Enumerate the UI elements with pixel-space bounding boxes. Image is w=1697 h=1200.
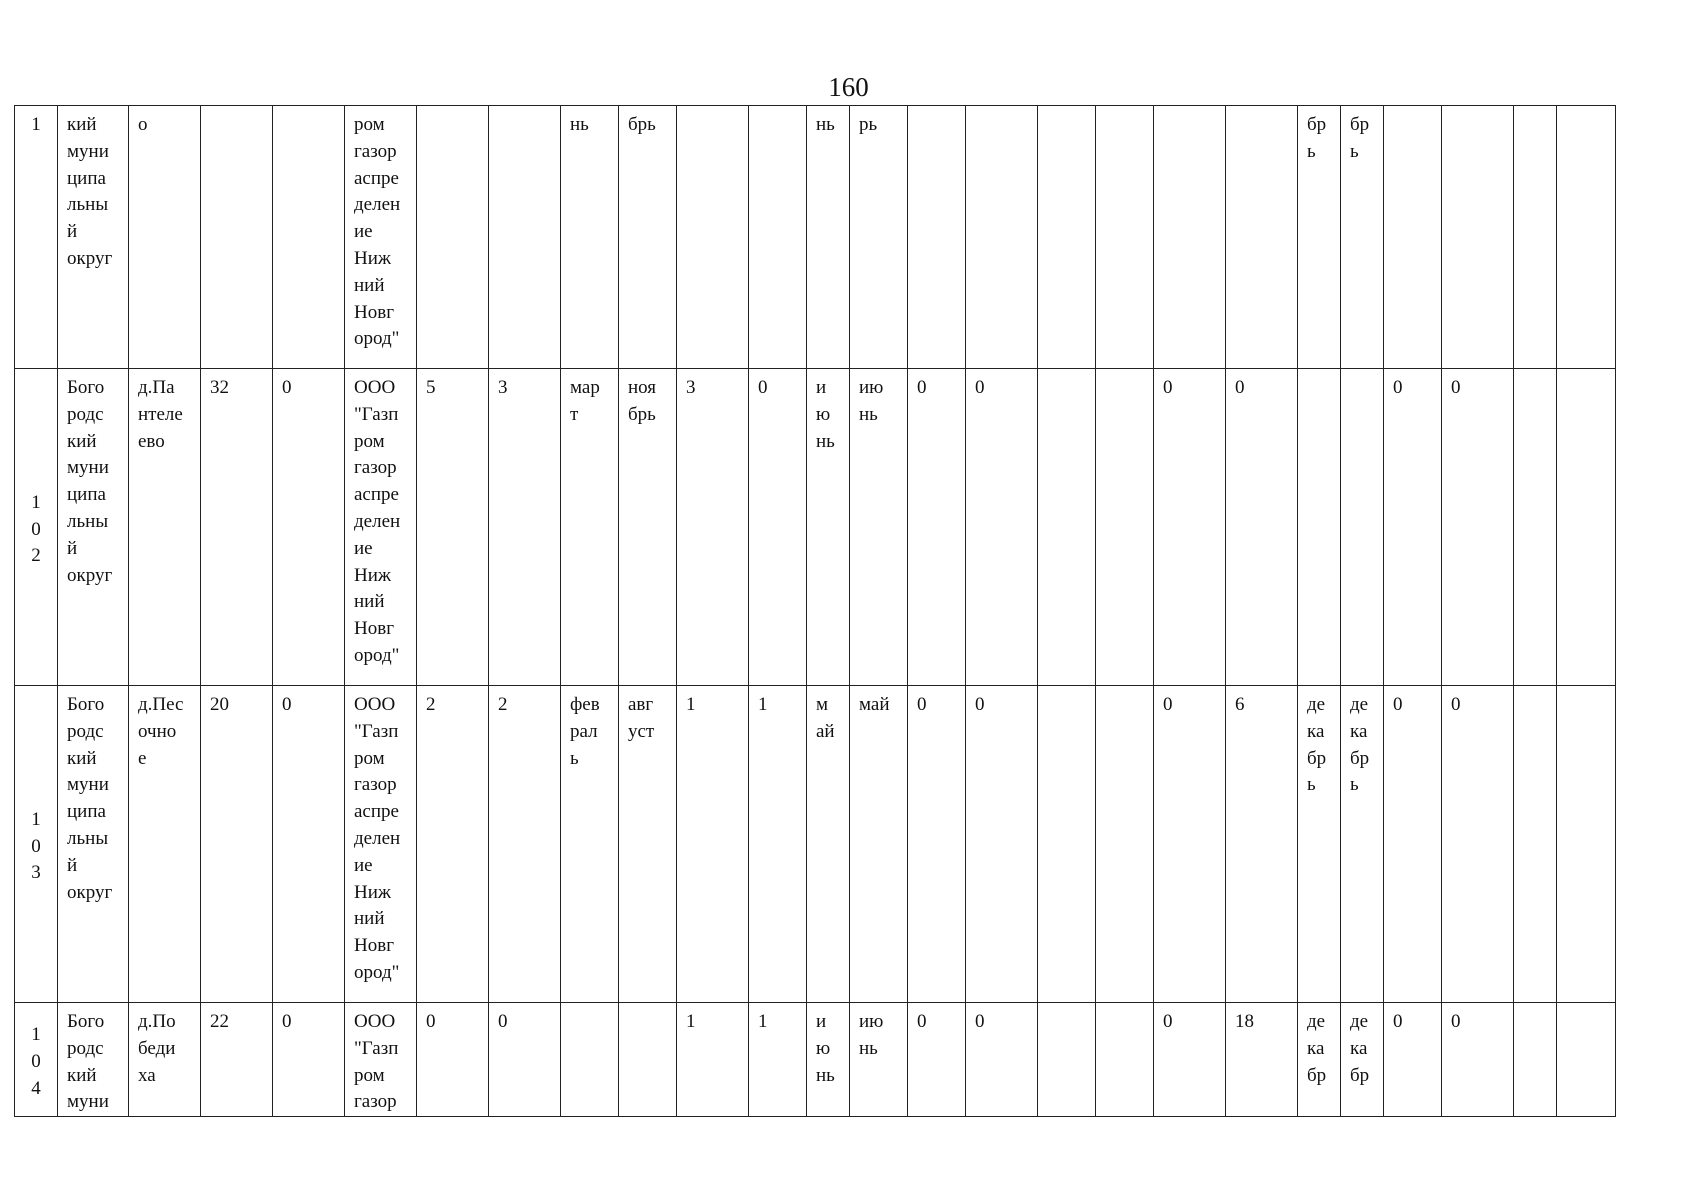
- cell-text: авг уст: [628, 694, 655, 742]
- table-cell: [1096, 369, 1154, 686]
- table-cell: [619, 1003, 677, 1117]
- table-cell: [850, 106, 908, 369]
- table-cell: [1154, 106, 1226, 369]
- cell-text: 3: [498, 377, 508, 398]
- table-cell: [489, 686, 561, 1003]
- cell-text: д.Па нтеле ево: [138, 377, 183, 452]
- cell-text: 0: [1451, 377, 1461, 398]
- table-cell: [908, 369, 966, 686]
- table-cell: [1038, 1003, 1096, 1117]
- table-cell: [561, 369, 619, 686]
- cell-text: 20: [210, 694, 229, 715]
- table-cell: [345, 1003, 417, 1117]
- table-cell: [489, 106, 561, 369]
- cell-text: 0: [975, 694, 985, 715]
- cell-text: 0: [1163, 1011, 1173, 1032]
- table-cell: [417, 106, 489, 369]
- table-cell: [1038, 686, 1096, 1003]
- table-cell: [345, 686, 417, 1003]
- table-cell: [201, 686, 273, 1003]
- table-cell: [749, 369, 807, 686]
- cell-text: 1: [758, 1011, 768, 1032]
- cell-text: 1: [758, 694, 768, 715]
- cell-text: 0: [1163, 694, 1173, 715]
- cell-text: май: [859, 694, 890, 715]
- table-cell: [273, 1003, 345, 1117]
- table-cell: [58, 106, 129, 369]
- table-cell: [619, 686, 677, 1003]
- table-cell: [677, 686, 749, 1003]
- cell-text: 0: [282, 694, 292, 715]
- cell-text: 5: [426, 377, 436, 398]
- table-cell: [1298, 1003, 1341, 1117]
- cell-text: м ай: [816, 694, 835, 742]
- table-cell: [129, 369, 201, 686]
- table-cell: [677, 106, 749, 369]
- table-cell: [850, 686, 908, 1003]
- cell-text: ООО "Газп ром газор аспре делен ие Ниж ний Новг ород": [354, 694, 401, 983]
- table-cell: [129, 106, 201, 369]
- table-cell: [749, 106, 807, 369]
- table-cell: [807, 106, 850, 369]
- cell-text: и ю нь: [816, 1011, 835, 1086]
- cell-text: де ка бр ь: [1307, 694, 1327, 796]
- cell-text: 0: [917, 1011, 927, 1032]
- table-cell: [1442, 686, 1514, 1003]
- table-cell: [966, 1003, 1038, 1117]
- row-number: 1: [31, 114, 41, 135]
- table-cell: [1384, 106, 1442, 369]
- cell-text: нь: [570, 114, 589, 135]
- table-cell: [1096, 1003, 1154, 1117]
- table-cell: [850, 1003, 908, 1117]
- table-row: [15, 369, 1616, 686]
- table-cell: [1514, 686, 1557, 1003]
- cell-text: ром газор аспре делен ие Ниж ний Новг ород": [354, 114, 401, 350]
- cell-text: рь: [859, 114, 878, 135]
- table-cell: [1298, 106, 1341, 369]
- cell-text: де ка бр ь: [1350, 694, 1370, 796]
- table-cell: [489, 1003, 561, 1117]
- cell-text: кий муни ципа льны й округ: [67, 114, 113, 269]
- cell-text: 0: [917, 377, 927, 398]
- table-cell: [908, 686, 966, 1003]
- table-cell: [1514, 1003, 1557, 1117]
- table-cell: [201, 106, 273, 369]
- table-cell: [1226, 369, 1298, 686]
- table-cell: [749, 1003, 807, 1117]
- table-cell: [1384, 1003, 1442, 1117]
- cell-text: 0: [426, 1011, 436, 1032]
- table-cell: [273, 369, 345, 686]
- data-table: [14, 105, 1616, 1117]
- table-cell: [1154, 369, 1226, 686]
- table-cell: [1226, 1003, 1298, 1117]
- table-cell: [1154, 1003, 1226, 1117]
- table-cell: [345, 369, 417, 686]
- table-cell: [489, 369, 561, 686]
- table-cell: [561, 686, 619, 1003]
- table-cell: [1038, 106, 1096, 369]
- cell-text: 0: [1451, 694, 1461, 715]
- cell-text: мар т: [570, 377, 600, 425]
- cell-text: Бого родс кий муни: [67, 1011, 109, 1113]
- cell-text: 0: [282, 1011, 292, 1032]
- table-cell: [1442, 106, 1514, 369]
- table-cell: [345, 106, 417, 369]
- table-cell: [908, 1003, 966, 1117]
- table-cell: [1298, 369, 1341, 686]
- table-cell: [1226, 106, 1298, 369]
- table-cell: [966, 686, 1038, 1003]
- table-cell: [1341, 686, 1384, 1003]
- cell-text: 6: [1235, 694, 1245, 715]
- table-cell: [966, 369, 1038, 686]
- table-cell: [1557, 106, 1616, 369]
- cell-text: 0: [1451, 1011, 1461, 1032]
- cell-text: 0: [282, 377, 292, 398]
- table-cell: [1514, 369, 1557, 686]
- table-cell: [201, 1003, 273, 1117]
- table-cell: [619, 106, 677, 369]
- cell-text: фев рал ь: [570, 694, 600, 769]
- cell-text: и ю нь: [816, 377, 835, 452]
- cell-text: Бого родс кий муни ципа льны й округ: [67, 377, 113, 586]
- cell-text: ию нь: [859, 377, 884, 425]
- cell-text: бр ь: [1307, 114, 1327, 162]
- table-cell: [129, 686, 201, 1003]
- table-cell: [749, 686, 807, 1003]
- cell-text: 32: [210, 377, 229, 398]
- cell-text: 1: [686, 694, 696, 715]
- cell-text: 0: [975, 1011, 985, 1032]
- table-cell: [677, 369, 749, 686]
- table-cell: [908, 106, 966, 369]
- cell-text: де ка бр: [1307, 1011, 1327, 1086]
- table-cell: [1226, 686, 1298, 1003]
- table-cell: [201, 369, 273, 686]
- table-cell: [1341, 1003, 1384, 1117]
- cell-text: ООО "Газп ром газор аспре делен ие Ниж ний Новг ород": [354, 377, 401, 666]
- cell-text: Бого родс кий муни ципа льны й округ: [67, 694, 113, 903]
- table-cell: [129, 1003, 201, 1117]
- table-cell: [807, 369, 850, 686]
- table-cell: [1096, 106, 1154, 369]
- table-cell: [1442, 1003, 1514, 1117]
- page-number: 160: [828, 72, 869, 102]
- table-cell: [850, 369, 908, 686]
- table-cell: [619, 369, 677, 686]
- table-row: [15, 106, 1616, 369]
- cell-text: 0: [1163, 377, 1173, 398]
- row-number: 1 0 4: [31, 1024, 41, 1099]
- table-cell: [1442, 369, 1514, 686]
- cell-text: 0: [758, 377, 768, 398]
- table-cell: [1384, 369, 1442, 686]
- cell-text: 0: [1393, 377, 1403, 398]
- table-cell: [58, 369, 129, 686]
- table-cell: [1557, 686, 1616, 1003]
- cell-text: 1: [686, 1011, 696, 1032]
- table-cell: [807, 686, 850, 1003]
- table-cell: [1341, 369, 1384, 686]
- row-number: 1 0 2: [31, 491, 41, 567]
- cell-text: 22: [210, 1011, 229, 1032]
- table-cell: [1038, 369, 1096, 686]
- cell-text: брь: [628, 114, 656, 135]
- table-cell: [561, 106, 619, 369]
- table-cell: [1096, 686, 1154, 1003]
- table-cell: [58, 1003, 129, 1117]
- table-cell: [417, 369, 489, 686]
- cell-text: нь: [816, 114, 835, 135]
- table-cell: [561, 1003, 619, 1117]
- table-cell: [677, 1003, 749, 1117]
- table-cell: [1557, 369, 1616, 686]
- cell-text: де ка бр: [1350, 1011, 1370, 1086]
- row-number-cell: [15, 106, 58, 369]
- table-cell: [273, 686, 345, 1003]
- cell-text: 0: [975, 377, 985, 398]
- cell-text: ию нь: [859, 1011, 884, 1059]
- table-cell: [807, 1003, 850, 1117]
- row-number: 1 0 3: [31, 808, 41, 884]
- table-cell: [1154, 686, 1226, 1003]
- cell-text: ноя брь: [628, 377, 657, 425]
- cell-text: 2: [498, 694, 508, 715]
- cell-text: 0: [1235, 377, 1245, 398]
- table-cell: [1557, 1003, 1616, 1117]
- cell-text: 0: [917, 694, 927, 715]
- cell-text: 3: [686, 377, 696, 398]
- table-cell: [1298, 686, 1341, 1003]
- cell-text: д.Пес очно е: [138, 694, 184, 769]
- row-number-cell: [15, 686, 58, 1003]
- table-cell: [1514, 106, 1557, 369]
- table-cell: [1341, 106, 1384, 369]
- table-cell: [273, 106, 345, 369]
- cell-text: о: [138, 114, 148, 135]
- table-cell: [966, 106, 1038, 369]
- cell-text: ООО "Газп ром газор: [354, 1011, 399, 1113]
- cell-text: 18: [1235, 1011, 1254, 1032]
- table-cell: [417, 686, 489, 1003]
- table-row: [15, 686, 1616, 1003]
- cell-text: бр ь: [1350, 114, 1370, 162]
- cell-text: 2: [426, 694, 436, 715]
- table-row: [15, 1003, 1616, 1117]
- table-cell: [1384, 686, 1442, 1003]
- cell-text: 0: [1393, 694, 1403, 715]
- cell-text: 0: [498, 1011, 508, 1032]
- cell-text: д.По беди ха: [138, 1011, 176, 1086]
- table-cell: [58, 686, 129, 1003]
- cell-text: 0: [1393, 1011, 1403, 1032]
- row-number-cell: [15, 1003, 58, 1117]
- table-cell: [417, 1003, 489, 1117]
- row-number-cell: [15, 369, 58, 686]
